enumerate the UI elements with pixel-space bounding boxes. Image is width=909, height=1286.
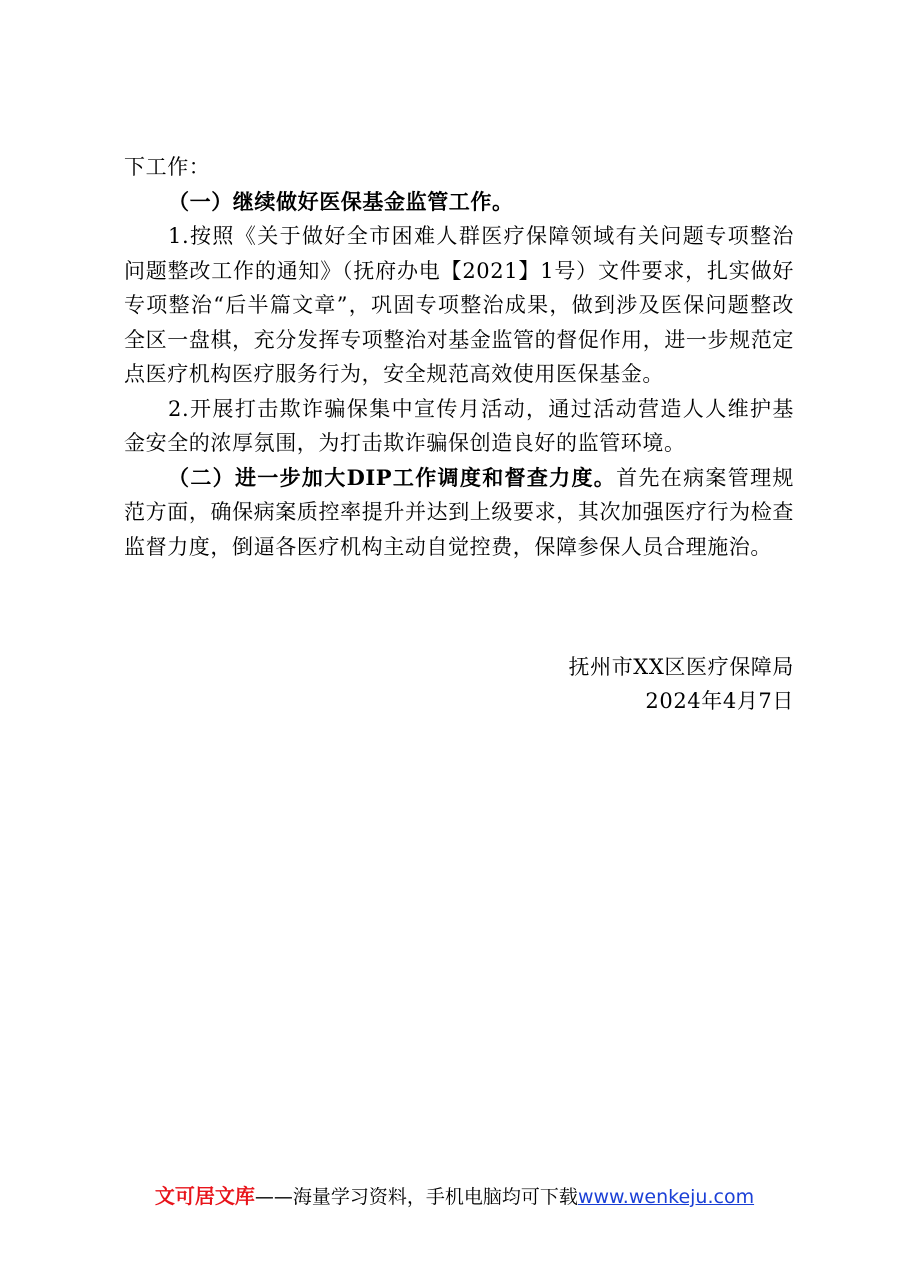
section-1-item-2: 2.开展打击欺诈骗保集中宣传月活动，通过活动营造人人维护基金安全的浓厚氛围，为打击欺诈骗保创造良好的监管环境。: [124, 396, 794, 455]
footer-brand: 文可居文库: [154, 1184, 255, 1208]
signature-organization: 抚州市XX区医疗保障局: [568, 655, 794, 679]
section-1-heading: （一）继续做好医保基金监管工作。: [168, 188, 514, 214]
signature-date: 2024年4月7日: [645, 689, 794, 713]
footer-slogan: ——海量学习资料，手机电脑均可下载: [254, 1186, 578, 1208]
document-body: [124, 150, 794, 564]
section-2-paragraph: [124, 461, 794, 565]
section-1-item-1: 1.按照《关于做好全市困难人群医疗保障领域有关问题专项整治问题整改工作的通知》（抚府办电【2021】1号）文件要求，扎实做好专项整治“后半篇文章”，巩固专项整治成果，做到涉及医保问题整改全区一盘棋，充分发挥专项整治对基金监管的督促作用，进一步规范定点医疗机构医疗服务行为，安全规范高效使用医保基金。: [124, 224, 794, 386]
signature-block: [569, 650, 795, 718]
footer-watermark: [0, 1184, 909, 1209]
footer-site-link[interactable]: www.wenkeju.com: [577, 1186, 755, 1208]
lead-in-text: 下工作：: [124, 155, 211, 179]
section-2-heading: （二）进一步加大DIP工作调度和督查力度。: [168, 464, 617, 490]
section-2-body: 首先在病案管理规范方面，确保病案质控率提升并达到上级要求，其次加强医疗行为检查监督力度，倒逼各医疗机构主动自觉控费，保障参保人员合理施治。: [124, 465, 794, 559]
